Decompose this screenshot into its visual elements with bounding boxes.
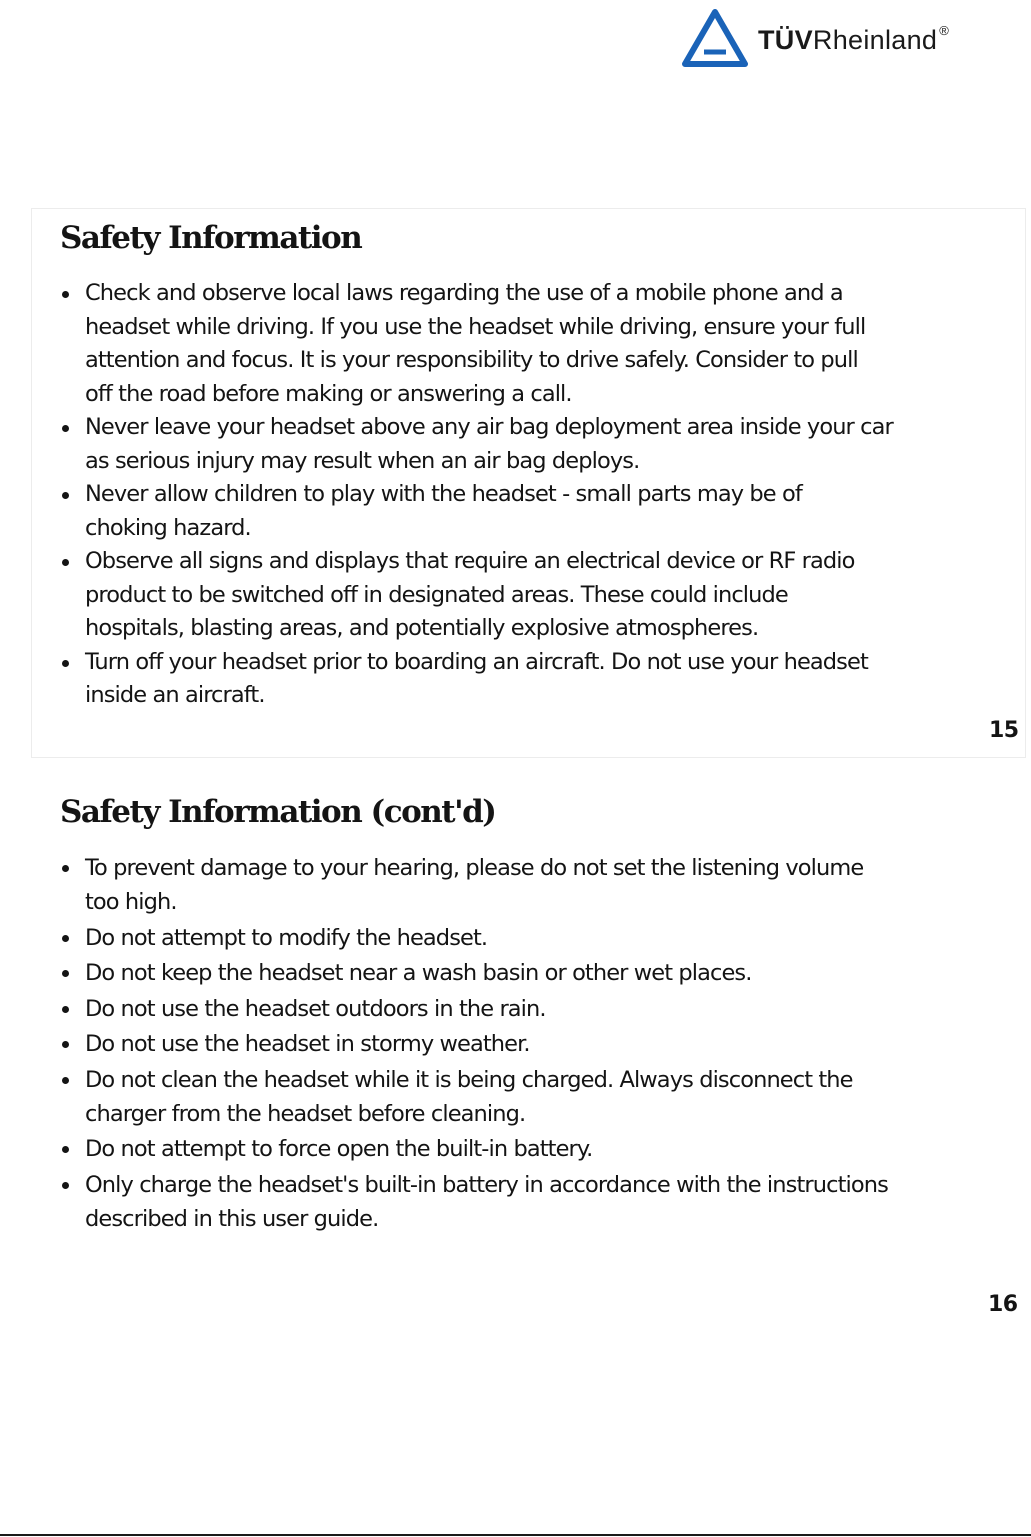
- list-item: Only charge the headset's built-in battery in accordance with the instructions described in this user guide.: [60, 1168, 1000, 1236]
- page-number-16: 16: [988, 1292, 1018, 1317]
- list-item: Do not use the headset in stormy weather.: [60, 1027, 1000, 1061]
- logo-text-rheinland: Rheinland: [812, 24, 938, 55]
- list-item: Do not keep the headset near a wash basin or other wet places.: [60, 956, 1000, 990]
- list-item: Do not attempt to modify the headset.: [60, 921, 1000, 955]
- page-16-title: Safety Information (cont'd): [60, 794, 496, 830]
- list-item: Observe all signs and displays that require an electrical device or RF radio product to be switched off in designated areas. These could include hospitals, blasting areas, and potentially explosive atmospheres.: [60, 545, 1000, 646]
- list-item: Turn off your headset prior to boarding an aircraft. Do not use your headset inside an aircraft.: [60, 646, 1000, 713]
- list-item: Do not clean the headset while it is being charged. Always disconnect the charger from the headset before cleaning.: [60, 1063, 1000, 1131]
- tuv-rheinland-logo: [682, 8, 949, 68]
- logo-text-tuv: TÜV: [758, 24, 813, 55]
- bottom-divider: [0, 1534, 1031, 1536]
- list-item: Never leave your headset above any air bag deployment area inside your car as serious injury may result when an air bag deploys.: [60, 411, 1000, 478]
- list-item: Never allow children to play with the headset - small parts may be of choking hazard.: [60, 478, 1000, 545]
- page-15-bullet-list: [60, 277, 1000, 713]
- list-item: Do not attempt to force open the built-in battery.: [60, 1132, 1000, 1166]
- list-item: Do not use the headset outdoors in the rain.: [60, 992, 1000, 1026]
- list-item: Check and observe local laws regarding the use of a mobile phone and a headset while driving. If you use the headset while driving, ensure your full attention and focus. It is your responsibility to drive safely. Consider to pull off the road before making or answering a call.: [60, 277, 1000, 411]
- page-15-title: Safety Information: [60, 220, 362, 256]
- page-number-15: 15: [989, 718, 1019, 743]
- logo-wordmark: [758, 22, 950, 56]
- registered-mark: ®: [939, 22, 950, 38]
- tuv-triangle-icon: [682, 9, 748, 67]
- page-16-bullet-list: [60, 851, 1000, 1237]
- list-item: To prevent damage to your hearing, please do not set the listening volume too high.: [60, 851, 1000, 919]
